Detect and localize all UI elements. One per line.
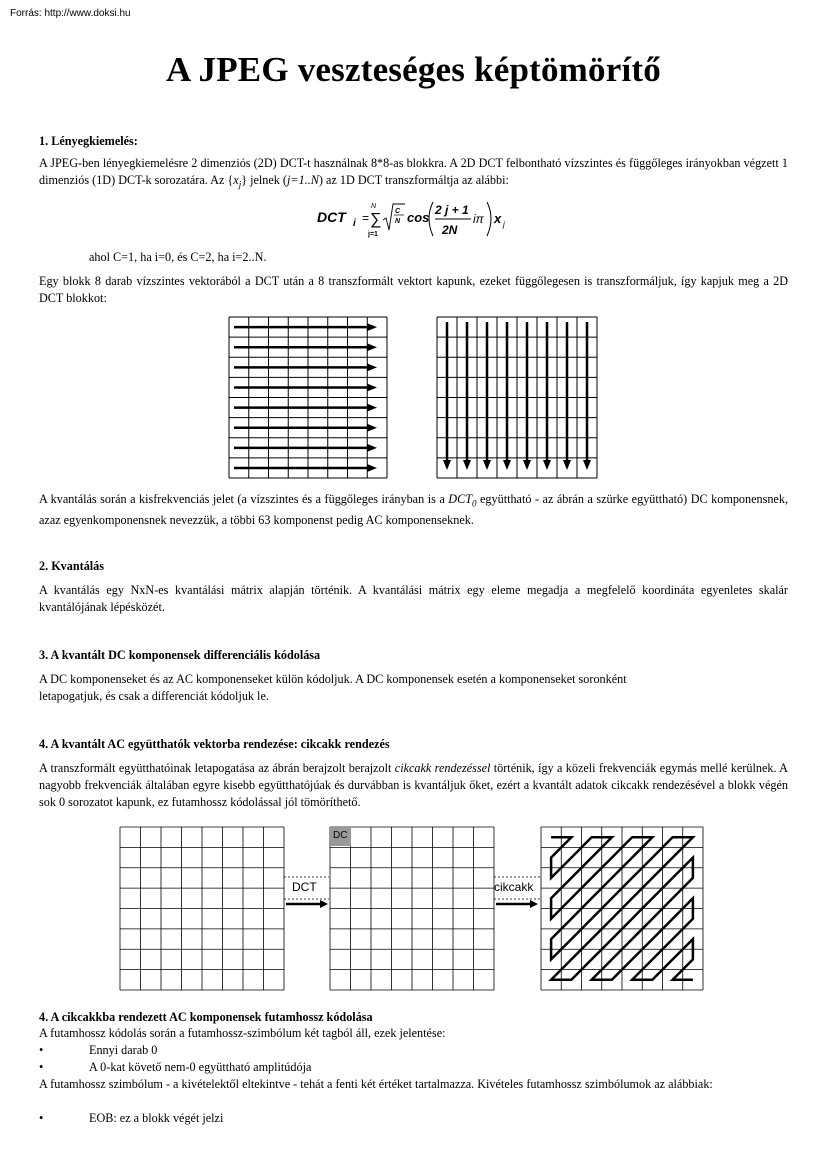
formula-sum-bottom: j=1 [368, 231, 378, 238]
section-1-paragraph-3: A kvantálás során a kisfrekvenciás jelet (a vízszintes és a függőleges irányban is a $DCT_0$ együttható - az ábrán a szürke együttható) DC komponensnek, azaz egyenkomponensnek nevezzük, a többi 63 komponenst pedig AC komponenseknek. [39, 492, 788, 528]
column-arrow-head [543, 460, 551, 470]
column-arrow-head [443, 460, 451, 470]
row-arrow-head [367, 323, 377, 331]
section-3-paragraph-line-1: A DC komponenseket és az AC komponenseket külön kódoljuk. A DC komponensek esetén a komponenseket soronként [39, 672, 627, 686]
section-5-paragraph-1: A futamhossz kódolás során a futamhossz-szimbólum két tagból áll, ezek jelentése: [39, 1026, 446, 1040]
formula-x-sub: j [503, 220, 505, 229]
formula-sum-symbol: ∑ [370, 211, 382, 228]
row-arrow-head [367, 343, 377, 351]
formula-frac-num: 2 j + 1 [435, 203, 469, 217]
page-title: A JPEG veszteséges képtömörítő [166, 50, 661, 89]
section-3-heading: 3. A kvantált DC komponensek differenciális kódolása [39, 648, 321, 662]
section-1-paragraph-2: Egy blokk 8 darab vízszintes vektorából a DCT után a 8 transzformált vektort kapunk, ezeket függőlegesen is transzformáljuk, így kapjuk meg a 2D DCT blokkot: [39, 274, 788, 305]
formula-eq: = [362, 211, 370, 225]
row-column-dct-figure [228, 316, 603, 480]
section-3-paragraph-line-2: letapogatjuk, és csak a differenciát kódoljuk le. [39, 689, 269, 703]
section-5-paragraph-2: A futamhossz szimbólum - a kivételektől eltekintve - tehát a fenti két értéket tartalmazza. Kivételes futamhossz szimbólumok az alábbiak: [39, 1077, 713, 1091]
dct-arrow-label: DCT [292, 880, 317, 894]
column-arrow-head [503, 460, 511, 470]
source-line: Forrás: http://www.doksi.hu [10, 8, 131, 19]
formula-cos: cos [407, 210, 430, 225]
zigzag-figure [118, 825, 704, 995]
dct-arrow-head [320, 900, 328, 908]
section-1-heading: 1. Lényegkiemelés: [39, 134, 138, 148]
zigzag-arrow-label: cikcakk [494, 880, 534, 894]
column-arrow-head [523, 460, 531, 470]
section-4-paragraph: A transzformált együtthatóinak letapogatása az ábrán berajzolt berajzolt cikcakk rendezéssel történik, így a közeli frekvenciák egymás mellé kerülnek. A nagyobb frekvenciák általában egyre kisebb együtthatójúak és durvábban is kvantáljuk őket, ezért a kvantált adatok cikcakk rendezésével a blokk végén sok 0 sorozatot kapunk, ez futamhossz kódolással jól tömöríthető. [39, 761, 788, 809]
section-2-paragraph: A kvantálás egy NxN-es kvantálási mátrix alapján történik. A kvantálási mátrix egy eleme megadja a megfelelő koordináta egyenletes skalár kvantálójának lépésközét. [39, 583, 788, 614]
horizontal-dct-grid [229, 317, 387, 478]
formula-frac-den: 2N [442, 223, 458, 237]
column-arrow-head [563, 460, 571, 470]
formula-i-pi: iπ [473, 212, 484, 226]
formula-lhs: DCT [317, 209, 346, 225]
section-1-paragraph-1: A JPEG-ben lényegkiemelésre 2 dimenziós (2D) DCT-t használnak 8*8-as blokkra. A 2D DCT felbontható vízszintes és függőleges irányokban végzett 1 dimenziós (1D) DCT-k sorozatára. Az $\{x_j\}$ jelnek (j=1..N) az 1D DCT transzformáltja az alábbi: [39, 156, 788, 190]
dct-block-grid [330, 827, 494, 990]
column-arrow-head [583, 460, 591, 470]
formula-x: x [494, 211, 502, 226]
column-arrow-head [483, 460, 491, 470]
formula-sqrt-den: N [395, 218, 401, 225]
section-5-heading: 4. A cikcakkba rendezett AC komponensek futamhossz kódolása [39, 1010, 373, 1024]
row-arrow-head [367, 464, 377, 472]
row-arrow-head [367, 444, 377, 452]
row-arrow-head [367, 363, 377, 371]
formula-lhs-sub: i [353, 218, 356, 229]
column-arrow-head [463, 460, 471, 470]
input-block-grid [120, 827, 284, 990]
section-4-heading: 4. A kvantált AC együtthatók vektorba rendezése: cikcakk rendezés [39, 737, 390, 751]
vertical-dct-grid [437, 317, 597, 478]
dct-formula [317, 198, 517, 240]
row-arrow-head [367, 383, 377, 391]
formula-sqrt-num: C [395, 208, 401, 215]
formula-sum-top: N [371, 203, 377, 210]
row-arrow-head [367, 404, 377, 412]
zigzag-arrow-head [530, 900, 538, 908]
dc-label: DC [333, 830, 348, 841]
row-arrow-head [367, 424, 377, 432]
formula-where: ahol C=1, ha i=0, és C=2, ha i=2..N. [89, 250, 267, 264]
section-2-heading: 2. Kvantálás [39, 559, 105, 573]
